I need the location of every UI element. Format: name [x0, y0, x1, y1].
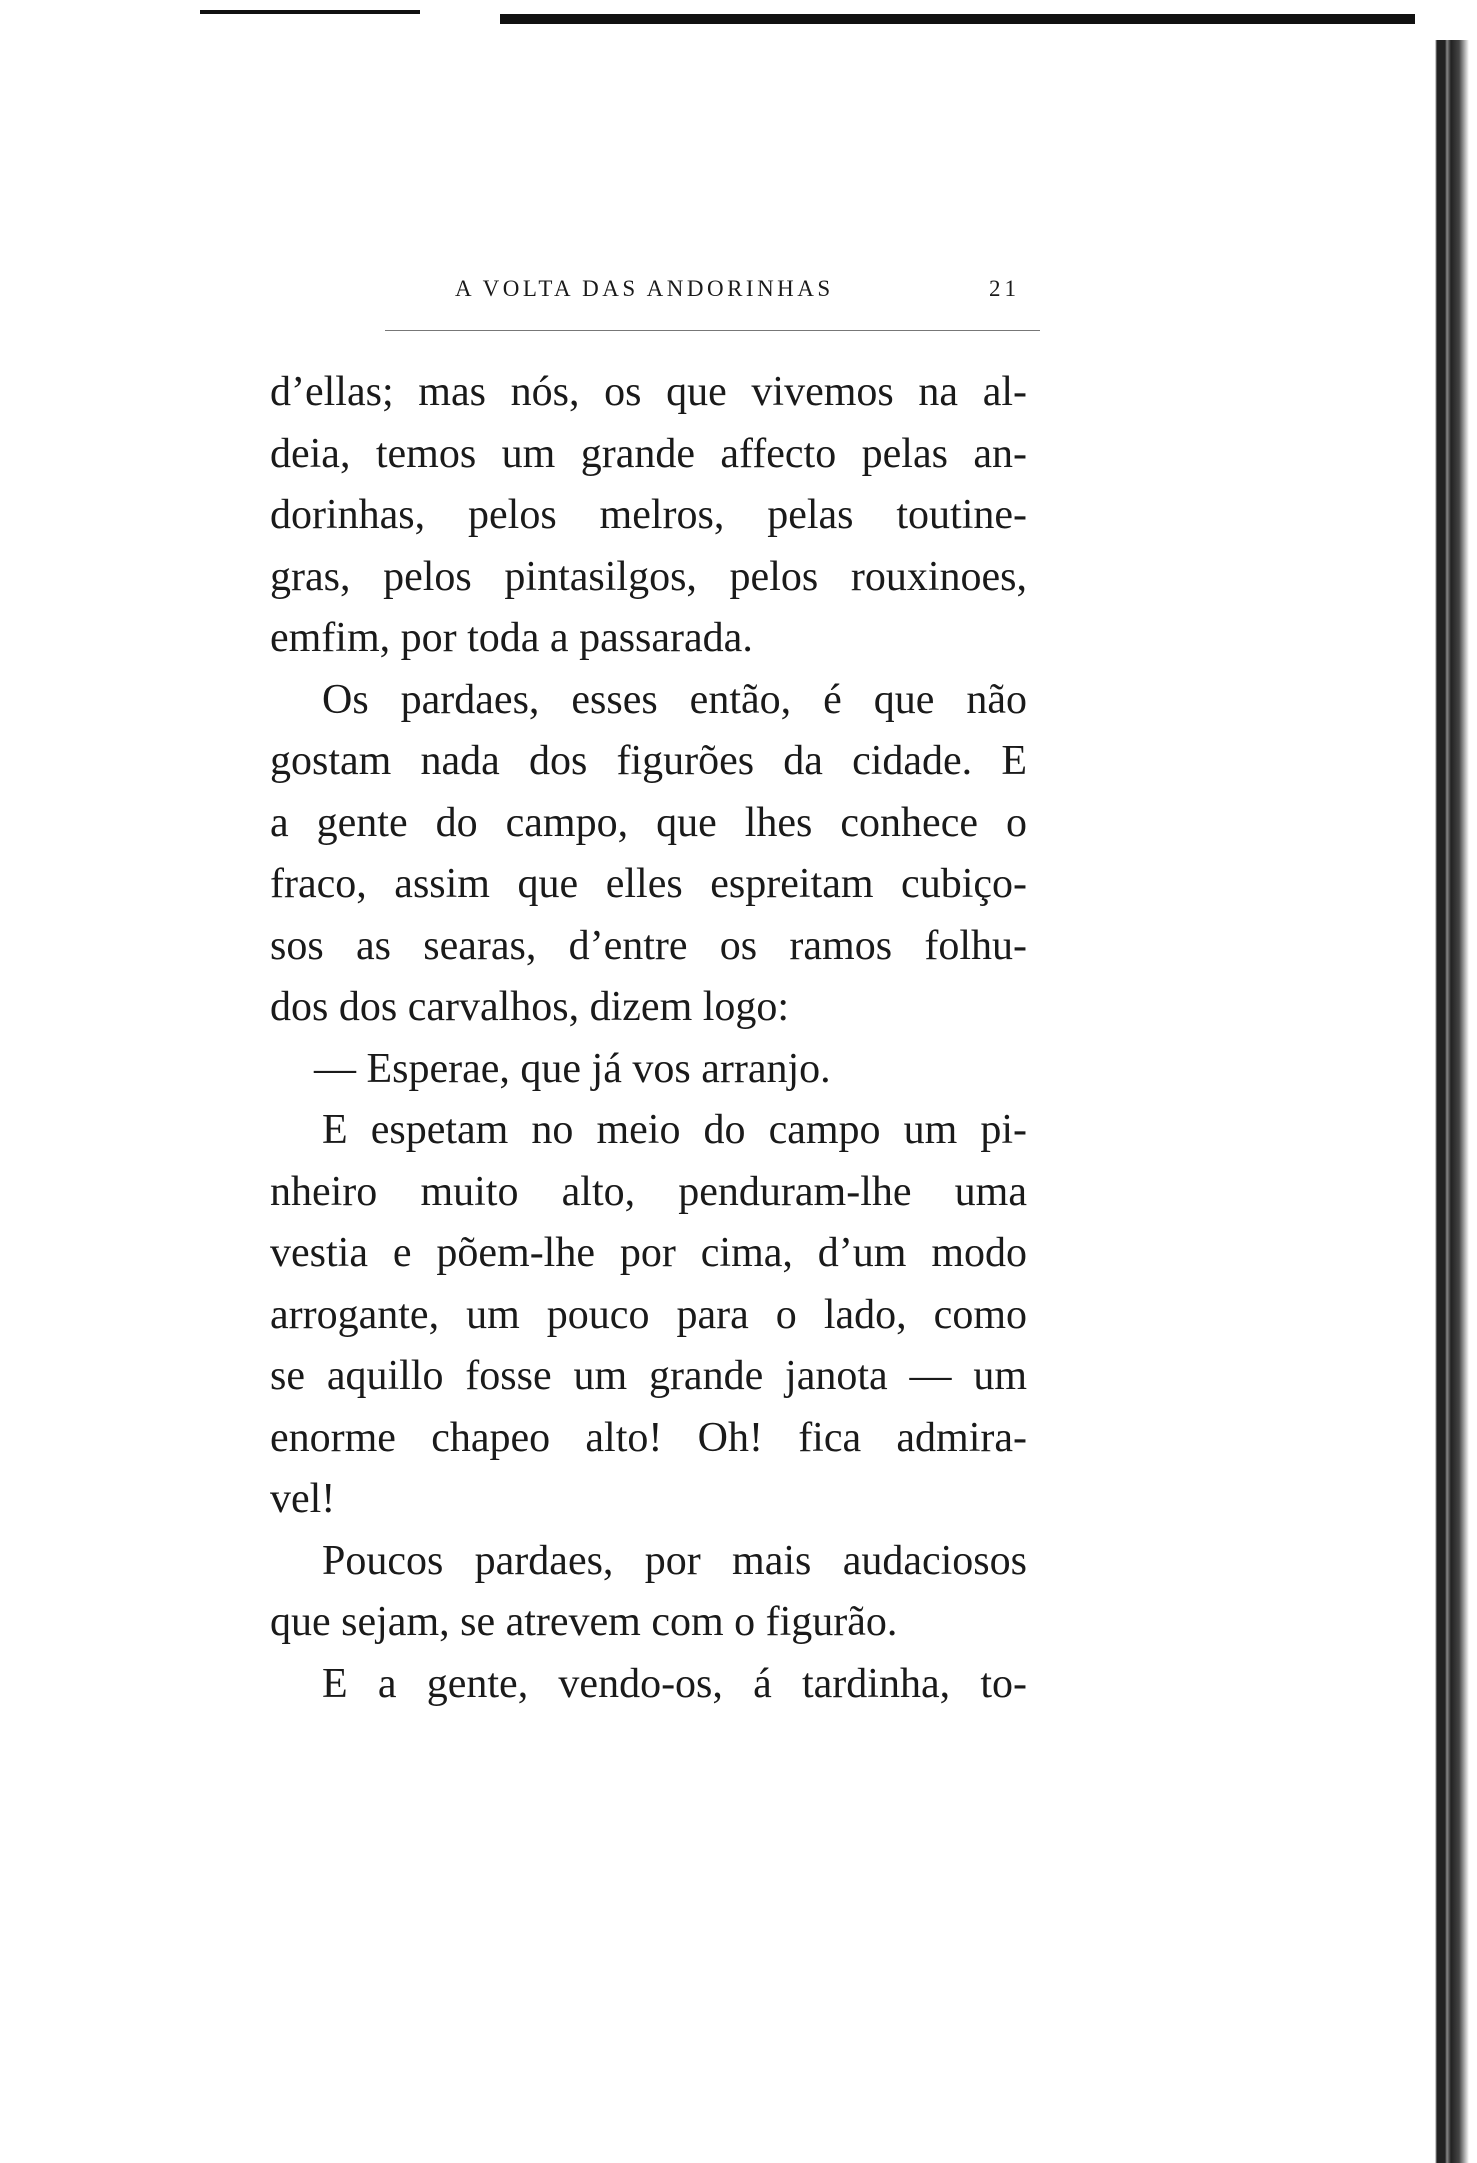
text-line: vestia e põem-lhe por cima, d’um modo [270, 1230, 1027, 1276]
text-line: E espetam no meio do campo um pi- [322, 1107, 1027, 1153]
text-line: sos as searas, d’entre os ramos folhu- [270, 922, 1027, 969]
text-line: que sejam, se atrevem com o figurão. [270, 1599, 898, 1645]
page-number: 21 [989, 276, 1020, 301]
paragraph [270, 1039, 1027, 1101]
text-line: deia, temos um grande affecto pelas an- [270, 430, 1027, 477]
text-line: gostam nada dos figurões da cidade. E [270, 738, 1027, 784]
paragraph [270, 1654, 1027, 1716]
paragraph [270, 670, 1027, 1039]
paragraph [270, 1531, 1027, 1654]
header-rule [385, 330, 1040, 331]
text-line: E a gente, vendo-os, á tardinha, to- [322, 1660, 1027, 1707]
paragraph [270, 1100, 1027, 1531]
text-line: se aquillo fosse um grande janota — um [270, 1353, 1027, 1399]
text-line: Os pardaes, esses então, é que não [322, 676, 1027, 723]
scan-edge-mark [200, 10, 420, 14]
text-line: dorinhas, pelos melros, pelas toutine- [270, 492, 1027, 538]
text-line: enorme chapeo alto! Oh! fica admira- [270, 1414, 1027, 1461]
text-line: — Esperae, que já vos arranjo. [314, 1045, 831, 1092]
page-header [455, 276, 1020, 316]
text-line: d’ellas; mas nós, os que vivemos na al- [270, 369, 1027, 415]
text-line: Poucos pardaes, por mais audaciosos [322, 1537, 1027, 1584]
paragraph [270, 362, 1027, 670]
scan-edge-mark [500, 14, 1415, 24]
body-text [270, 362, 1027, 1715]
text-line: vel! [270, 1476, 336, 1522]
text-line: gras, pelos pintasilgos, pelos rouxinoes, [270, 553, 1027, 600]
running-title: A VOLTA DAS ANDORINHAS [455, 276, 834, 301]
text-line: nheiro muito alto, penduram-lhe uma [270, 1168, 1027, 1215]
book-binding-edge [1425, 40, 1477, 2163]
text-line: arrogante, um pouco para o lado, como [270, 1291, 1027, 1338]
text-line: emfim, por toda a passarada. [270, 615, 753, 661]
text-line: dos dos carvalhos, dizem logo: [270, 984, 790, 1030]
text-line: fraco, assim que elles espreitam cubiço- [270, 861, 1027, 907]
text-line: a gente do campo, que lhes conhece o [270, 799, 1027, 846]
